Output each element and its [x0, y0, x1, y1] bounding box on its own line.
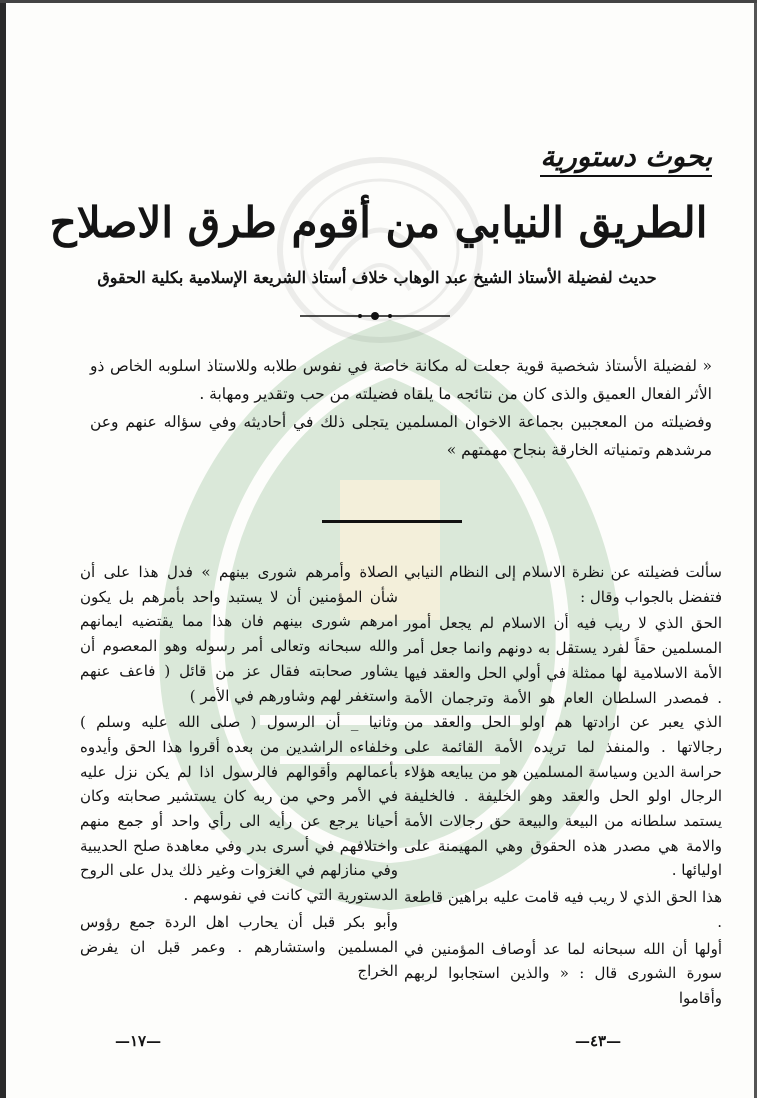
scan-edge-left — [0, 0, 6, 1098]
body-paragraph: الصلاة وأمرهم شورى بينهم » فدل هذا على أن شأن المؤمنين أن لا يستبد واحد بأمرهم بل يكون امرهم شورى بينهم فان هذا مما يقتضيه ايمانهم والله سبحانه وتعالى أمر رسوله وهو المعصوم أن يشاور صحابته فقال عز من قائل ( فاعف عنهم واستغفر لهم وشاورهم في الأمر ) — [80, 563, 398, 705]
body-paragraph: الحق الذي لا ريب فيه أن الاسلام لم يجعل أمور المسلمين حقاً لفرد يستقل به دونهم وانما جعل أمر الأمة الاسلامية لها ممثلة في أولي الحل والعقد فيها . فمصدر السلطان العام هو الأمة وترجمان الأمة الذي يعبر عن ارادتها هم اولو الحل والعقد من رجالاتها . والمنفذ لما تريده الأمة القائمة على حراسة الدين وسياسة المسلمين هو من يبايعه هؤلاء الرجال اولو الحل والعقد وهو الخليفة . فالخليفة يستمد سلطانه من البيعة والبيعة حق رجالات الأمة والامة هي مصدر هذه الحقوق وهي المهيمنة على اوليائها . — [404, 614, 722, 880]
body-paragraph: هذا الحق الذي لا ريب فيه قامت عليه براهين قاطعة . — [404, 888, 722, 931]
article-intro — [90, 352, 712, 464]
intro-paragraph: وفضيلته من المعجبين بجماعة الاخوان المسلمين يتجلى ذلك في أحاديثه وفي سؤاله عنهم وعن مرشدهم وتمنياته الخارقة بنجاح مهمتهم » — [90, 413, 712, 459]
scan-edge-top — [0, 0, 757, 3]
body-paragraph: سألت فضيلته عن نظرة الاسلام إلى النظام النيابي فتفضل بالجواب وقال : — [404, 563, 722, 606]
page-number-left: —١٧— — [115, 1032, 162, 1050]
body-paragraph: وأبو بكر قبل أن يحارب اهل الردة جمع رؤوس المسلمين واستشارهم . وعمر قبل ان يفرض الخراج — [80, 912, 398, 981]
article-title: الطريق النيابي من أقوم طرق الاصلاح — [49, 198, 708, 247]
intro-paragraph: « لفضيلة الأستاذ شخصية قوية جعلت له مكانة خاصة في نفوس طلابه وللاستاذ اسلوبه الخاص ذو الأثر الفعال العميق والذى كان من نتائجه ما يلقاه فضيلته من حب وتقدير ومهابة . — [90, 357, 712, 403]
title-ornament — [300, 309, 450, 323]
right-column — [404, 560, 722, 1013]
body-paragraph: وثانيا _ أن الرسول ( صلى الله عليه وسلم ) وخلفاءه الراشدين من بعده أقروا هذا الحق وأيدوه بأعمالهم وأقوالهم فالرسول اذا لم يكن نزل عليه في الأمر وحي من ربه كان يستشير صحابته وكان أحيانا يرجع عن رأيه الى رأي واحد أو جمع منهم واختلافهم في أسرى بدر وفي معاهدة صلح الحديبية وفي منازلهم في الغزوات وغير ذلك يدل على الروح الدستورية التي كانت في نفوسهم . — [80, 713, 398, 905]
body-paragraph: أولها أن الله سبحانه لما عد أوصاف المؤمنين في سورة الشورى قال : « والذين استجابوا لربهم وأقاموا — [404, 939, 722, 1007]
section-label: بحوث دستورية — [540, 140, 712, 177]
page-number-right: —٤٣— — [575, 1032, 622, 1050]
left-column — [80, 560, 398, 986]
article-subtitle: حديث لفضيلة الأستاذ الشيخ عبد الوهاب خلاف أستاذ الشريعة الإسلامية بكلية الحقوق — [97, 268, 657, 287]
section-divider — [322, 520, 462, 523]
